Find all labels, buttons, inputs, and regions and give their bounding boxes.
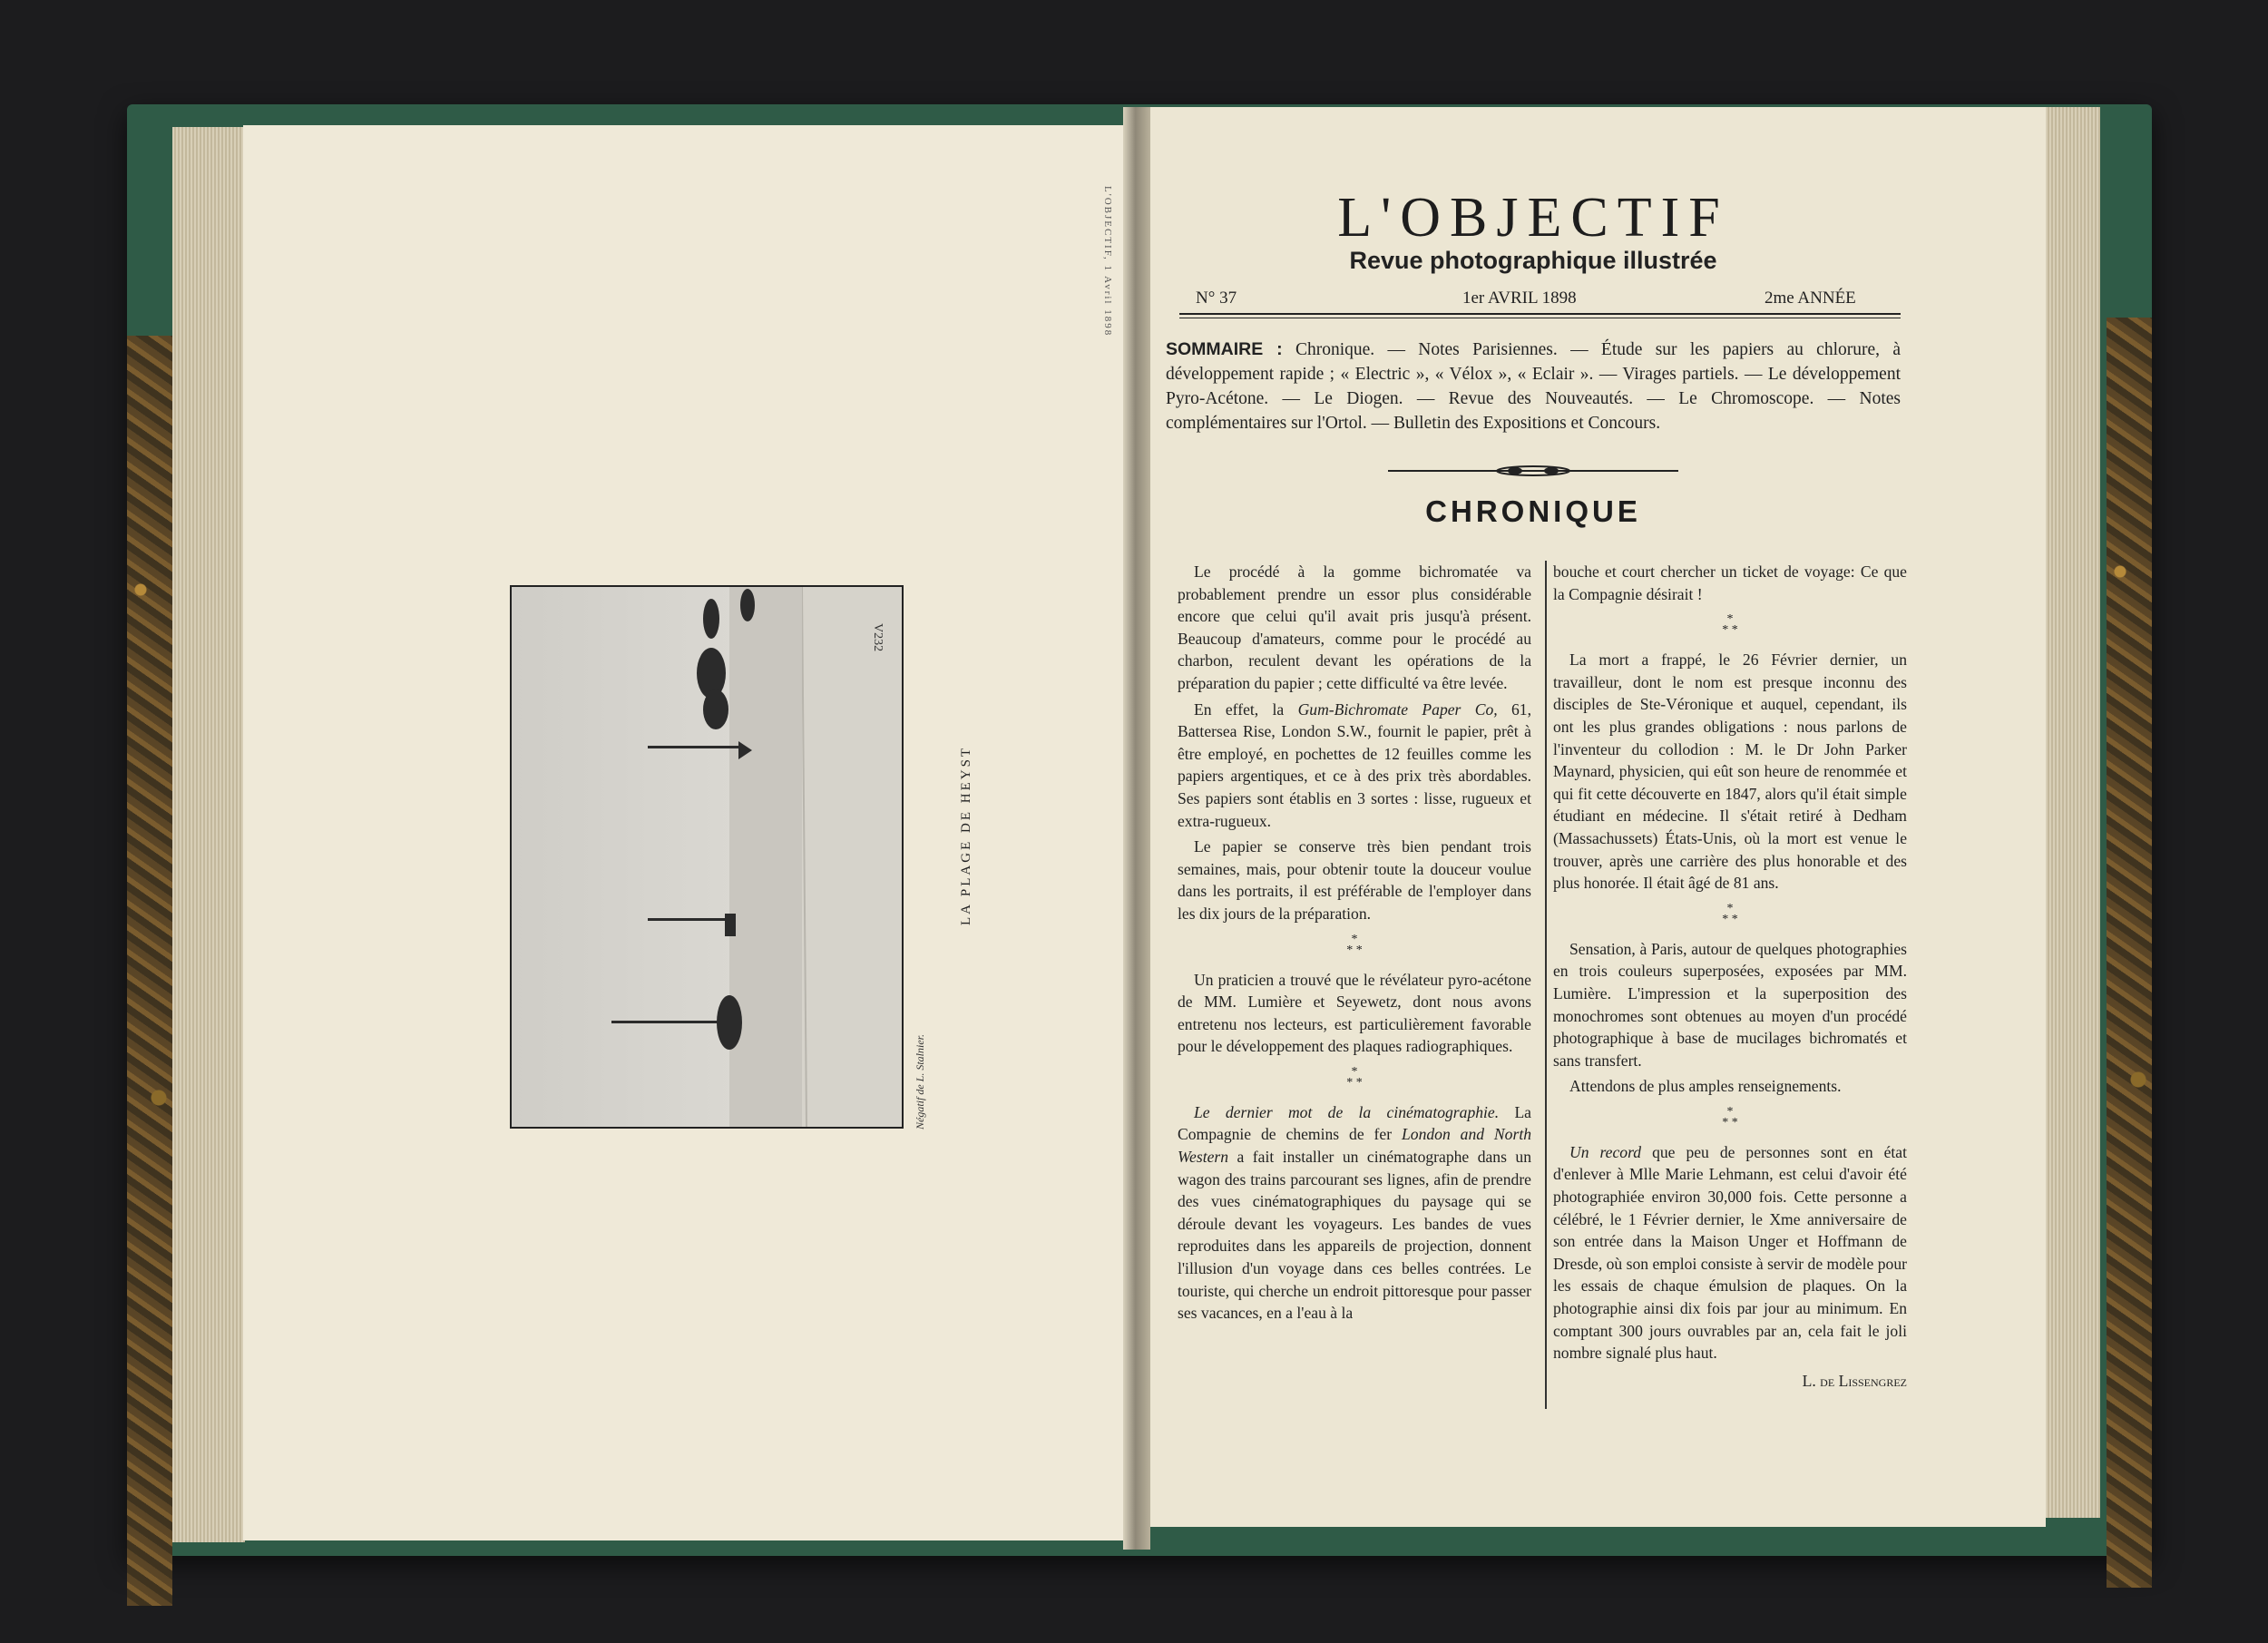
marbled-board-left [127,336,172,1606]
photo-signature: V232 [871,623,885,652]
journal-subtitle: Revue photographique illustrée [1349,247,1717,274]
text: 61, Battersea Rise, London S.W., fournit le papier, prêt à être employé, en pochettes de 12 feuilles comme les papiers argentiques, et ce à des prix très abordables. Ses papiers sont établis en 3 sortes : lisse, rugueux et extra-rugueux. [1178,699,1531,830]
paragraph: La mort a frappé, le 26 Février dernier, un travailleur, dont le nom est presque inconnu des disciples de Ste-Véronique et auquel, cependant, ils ont les plus grandes obligations : nous parlons de l'inventeur du collodion : M. le Dr John Parker Maynard, physicien, qui eût son heure de renommée et qui fit cette découverte en 1847, alors qu'il était simple étudiant en médecine. Il s'était retiré à Dedham (Massachussets) États-Unis, où la mort est venue le trouver, après une carrière des plus honorable et des plus honorée. Il était âgé de 81 ans. [1553,650,1907,893]
beach-photograph [510,585,904,1129]
text: En effet, la [1194,699,1285,719]
paragraph [1553,1141,1907,1364]
paragraph: Un praticien a trouvé que le révélateur pyro-acétone de MM. Lumière et Seyewetz, dont nous avons entretenu nos lecteurs, est particulièrement favorable pour le développement des plaques radiographiques. [1178,970,1531,1056]
summary-text: Chronique. — Notes Parisiennes. — Étude sur les papiers au chlorure, à développement rapide ; « Electric », « Vélox », « Eclair ». — Virages partiels. — Le développement Pyro-Acétone. — Le Diogen. — Revue des Nouveautés. — Le Chromoscope. — Notes complémentaires sur l'Ortol. — Bulletin des Expositions et Concours. [1166,340,1901,433]
paragraph: bouche et court chercher un ticket de voyage: Ce que la Compagnie désirait ! [1553,562,1907,603]
photo-credit: Négatif de L. Stalnier. [914,1034,926,1130]
company-name: Gum-Bichromate Paper Co, [1297,699,1498,719]
author-signature: L. de Lissengrez [1802,1371,1907,1390]
column-divider [1545,561,1547,1409]
paragraph [1178,699,1531,833]
masthead-rule [1179,313,1901,315]
section-separator-stars: * * * [1722,901,1738,926]
book-gutter [1123,107,1150,1550]
company-name: London and North Western [1178,1125,1532,1167]
issue-year: 2me ANNÉE [1765,289,1856,308]
summary-label: SOMMAIRE : [1166,339,1283,359]
text: que peu de personnes sont en état d'enlever à Mlle Marie Lehmann, est celui d'avoir été photographiée environ 30,000 fois. Cette personne a célébré, le 1 Février dernier, le Xme anniversaire de son entrée dans la Maison Unger et Hoffmann de Dresde, où son emploi consiste à servir de modèle pour les essais de chaque émulsion de plaques. On la photographie ainsi dix fois par jour au minimum. En comptant 300 jours ouvrables par an, cela fait le joli nombre signalé plus haut. [1553,1142,1907,1363]
article-column-right [1553,561,1907,1395]
section-separator-stars: * * * [1722,612,1738,638]
paragraph: Attendons de plus amples renseignements. [1569,1077,1842,1096]
summary [1166,337,1901,435]
text: La Compagnie de chemins de fer [1178,1102,1531,1144]
paragraph: Sensation, à Paris, autour de quelques photographies en trois couleurs superposées, exposées par MM. Lumière. L'impression et la superposition des monochromes sont obtenues au moyen d'un procédé photographique à base de mucilages bichromatés et sans transfert. [1553,939,1907,1070]
page-edges-right [2046,107,2100,1518]
ornament-divider [1388,465,1678,477]
article-heading: Le dernier mot de la cinématographie. [1194,1102,1500,1121]
issue-date: 1er AVRIL 1898 [1462,289,1577,308]
section-separator-stars: * * * [1722,1104,1738,1130]
paragraph: Le papier se conserve très bien pendant trois semaines, mais, pour obtenir toute la douceur voulue dans les portraits, il est préférable de l'employer dans les dix jours de la préparation. [1178,837,1531,923]
article-heading: Un record [1569,1142,1642,1161]
section-separator-stars: * * * [1346,1064,1363,1090]
article-column-left [1178,561,1531,1328]
section-separator-stars: * * * [1346,932,1363,957]
marbled-board-right [2107,318,2152,1588]
text: a fait installer un cinématographe dans un wagon des trains parcourant ses lignes, afin de prendre des vues cinématographiques du paysage qui se déroule devant les voyageurs. Les bandes de vues reproduites dans les appareils de projection, donnent l'illusion d'un voyage dans ces belles contrées. Le touriste, qui cherche un endroit pittoresque pour passer ses vacances, en a l'eau à la [1178,1148,1531,1323]
issue-number: N° 37 [1196,289,1237,308]
running-header: L'OBJECTIF, 1 Avril 1898 [1102,186,1113,337]
page-edges-left [172,127,245,1542]
photo-caption-title: LA PLAGE DE HEYST [959,745,973,925]
paragraph [1178,1101,1531,1325]
section-title: CHRONIQUE [1425,494,1641,528]
paragraph: Le procédé à la gomme bichromatée va probablement prendre un essor plus considérable encore que celui qu'il avait pris jusqu'à présent. Beaucoup d'amateurs, comme pour le procédé au charbon, reculent devant les opérations de la préparation du papier ; cette difficulté va être levée. [1178,562,1531,692]
journal-title: L'OBJECTIF [1337,187,1729,249]
